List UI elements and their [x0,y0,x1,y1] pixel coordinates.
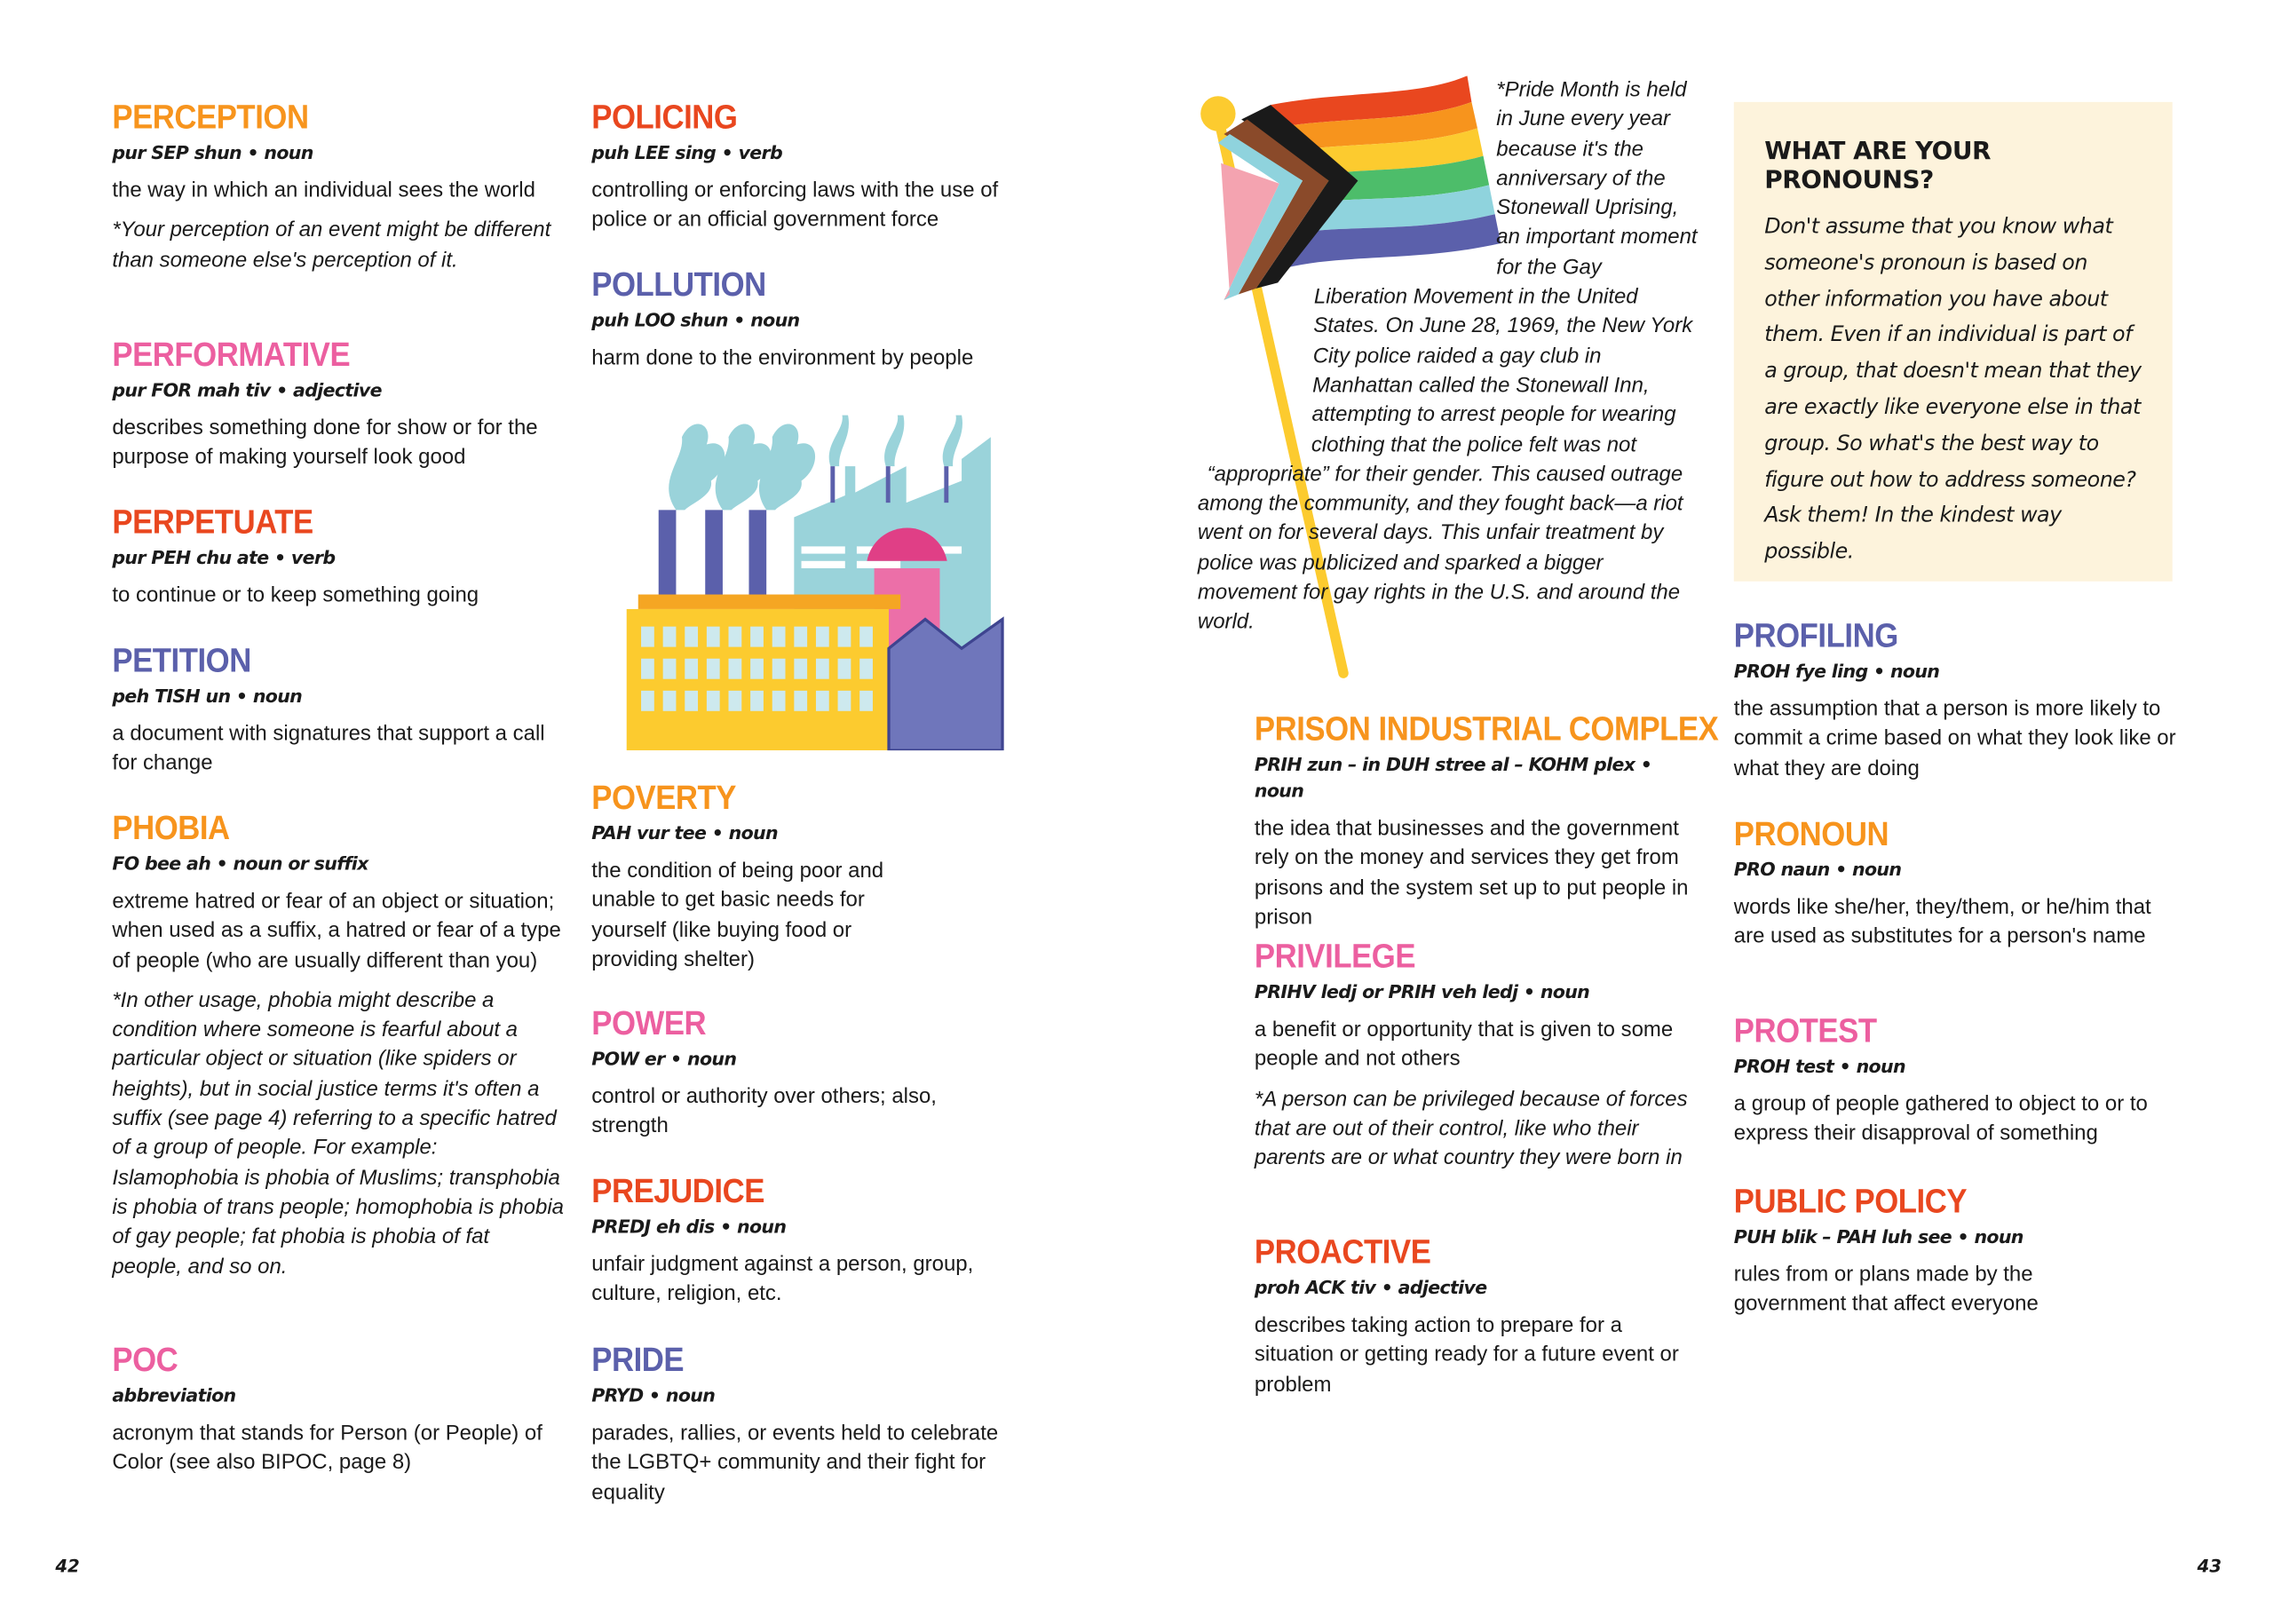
entry-term: PRIVILEGE [1254,937,1416,975]
entry-note: *In other usage, phobia might describe a condition where someone is fearful about a particular object or situation (like spiders or heights), but in social justice terms it's often a suffix (see page 4) referring to a specific hatred of a group of people. For example: Islamophobia is phobia of Muslims; transphobia is phobia of trans people; homophobia is phobia of gay people; fat phobia is phobia of fat people, and so on. [112,989,564,1279]
entry-petition [112,641,564,779]
entry-term: PRIDE [591,1340,685,1379]
entry-protest [1734,1011,2171,1149]
factory-window [663,659,677,679]
entry-term: POC [112,1340,178,1379]
entry-term: POWER [591,1003,707,1042]
pride-month-note [1198,75,1699,687]
entry-pronunciation: PRIH zun – in DUH stree al – KOHM plex • noun [1254,753,1652,802]
entry-definition: the idea that businesses and the government rely on the money and services they get from prisons and the system set up to put people in prison [1254,817,1689,930]
factory-window [772,691,786,711]
entry-public-policy [1734,1182,2084,1319]
entry-definition: extreme hatred or fear of an object or situation; when used as a suffix, a hatred or fear of a type of people (who are usually different than you) [112,890,561,973]
entry-performative [112,335,564,472]
entry-definition: words like she/her, they/them, or he/him that are used as substitutes for a person's name [1733,896,2151,949]
entry-term: PROACTIVE [1254,1232,1431,1271]
entry-definition: to continue or to keep something going [112,584,479,608]
entry-term: PHOBIA [112,808,230,847]
entry-pronunciation: FO bee ah • noun or suffix [112,852,368,875]
factory-window [816,659,829,679]
entry-pronunciation: pur PEH chu ate • verb [112,546,336,568]
factory-window [816,691,829,711]
page-number-left: 42 [55,1556,80,1577]
entry-poc [112,1341,564,1478]
entry-definition: a document with signatures that support a call for change [112,722,545,776]
factory-window [838,627,851,647]
factory-window [707,691,720,711]
entry-definition: rules from or plans made by the government that affect everyone [1733,1263,2039,1317]
entry-pronunciation: puh LOO shun • noun [591,308,800,331]
entry-pronoun [1734,814,2171,952]
entry-pollution [591,265,1028,374]
factory-window [707,659,720,679]
factory-window [838,691,851,711]
entry-power [591,1004,1028,1142]
entry-pride [591,1341,1028,1509]
pride-note-text: *Pride Month is held in June every year because it's the anniversary of the Stonewall Uprising, an important moment for the Gay Liberation Movement in the United States. On June 28, 1969, the New York City police raided a gay club in Manhattan called the Stonewall Inn, attempting to arrest people for wearing clothing that the police felt was not “appropriate” for their gender. This caused outrage among the community, and they fought back—a riot went on for several days. This unfair treatment by police was publicized and sparked a bigger movement for gay rights in the U.S. and around the world. [1197,78,1698,635]
entry-definition: describes something done for show or for the purpose of making yourself look good [112,416,538,470]
entry-proactive [1255,1232,1691,1400]
entry-poverty [591,778,1028,975]
entry-term: POVERTY [591,778,737,816]
entry-prejudice [591,1171,1028,1309]
entry-definition: control or authority over others; also, strength [591,1085,937,1139]
factory-window [838,659,851,679]
factory-window [750,691,764,711]
factory-illustration [627,408,1020,750]
entry-term: PETITION [112,641,251,679]
entry-pronunciation: pur FOR mah tiv • adjective [112,378,382,401]
entry-definition: parades, rallies, or events held to celebrate the LGBTQ+ community and their fight for equality [591,1422,999,1505]
entry-pronunciation: PRIHV ledj or PRIH veh ledj • noun [1254,980,1590,1003]
entry-pronunciation: PROH fye ling • noun [1733,660,1940,682]
entry-phobia [112,809,564,1282]
entry-prison-industrial-complex [1254,709,1719,932]
entry-definition: describes taking action to prepare for a situation or getting ready for a future event or problem [1254,1314,1679,1398]
factory-window [816,627,829,647]
entry-term: PROFILING [1733,616,1898,654]
factory-window [729,627,742,647]
factory-window [750,627,764,647]
entry-definition: unfair judgment against a person, group, culture, religion, etc. [591,1253,974,1306]
entry-term: PERCEPTION [112,97,309,136]
entry-definition: the way in which an individual sees the world [112,178,535,203]
factory-window [729,691,742,711]
entry-pronunciation: abbreviation [112,1383,236,1406]
entry-term: PUBLIC POLICY [1733,1181,1968,1220]
factory-window [859,691,873,711]
callout-title: WHAT ARE YOUR PRONOUNS? [1764,137,1992,195]
entry-pronunciation: PRYD • noun [591,1383,716,1406]
entry-pronunciation: POW er • noun [591,1047,737,1070]
entry-term: PRISON INDUSTRIAL COMPLEX [1254,709,1719,748]
factory-window [794,659,807,679]
entry-policing [591,98,1028,235]
entry-pronunciation: proh ACK tiv • adjective [1254,1276,1487,1299]
entry-pronunciation: PUH blik – PAH luh see • noun [1733,1225,2024,1248]
entry-term: PERPETUATE [112,503,313,541]
factory-window [663,691,677,711]
factory-window [641,627,654,647]
entry-pronunciation: PROH test • noun [1733,1055,1905,1077]
entry-pronunciation: puh LEE sing • verb [591,141,783,163]
entry-term: PREJUDICE [591,1171,764,1210]
entry-term: PROTEST [1733,1010,1877,1050]
entry-definition: a group of people gathered to object to or to express their disapproval of something [1733,1092,2148,1146]
factory-window [772,627,786,647]
callout-body: Don't assume that you know what someone's pronoun is based on other information you have about them. Even if an individual is part of a group, that doesn't mean that they are exactly like everyone else in that group. So what's the best way to figure out how to address someone? Ask them! In the kindest way possible. [1764,215,2142,565]
entry-pronunciation: pur SEP shun • noun [112,141,313,163]
factory-window [859,659,873,679]
entry-note: *Your perception of an event might be different than someone else's perception of it. [112,218,551,273]
entry-term: POLLUTION [591,265,766,304]
entry-term: POLICING [591,97,738,136]
factory-window [794,627,807,647]
entry-pronunciation: PREDJ eh dis • noun [591,1215,787,1238]
factory-window [641,659,654,679]
entry-definition: controlling or enforcing laws with the use of police or an official government force [591,178,999,233]
factory-window [707,627,720,647]
factory-window [750,659,764,679]
entry-term: PERFORMATIVE [112,335,351,374]
page-number-right: 43 [2197,1556,2222,1577]
entry-pronunciation: peh TISH un • noun [112,685,303,707]
entry-term: PRONOUN [1733,814,1889,852]
entry-definition: the assumption that a person is more likely to commit a crime based on what they look like or what they are doing [1733,698,2176,780]
entry-profiling [1734,616,2179,784]
entry-definition: acronym that stands for Person (or People) of Color (see also BIPOC, page 8) [112,1422,543,1476]
entry-definition: a benefit or opportunity that is given to some people and not others [1254,1018,1674,1072]
entry-pronunciation: PAH vur tee • noun [591,821,778,844]
pronouns-callout-box [1734,102,2173,582]
entry-privilege [1255,937,1691,1174]
factory-window [772,659,786,679]
factory-window [729,659,742,679]
entry-perception [112,98,564,275]
factory-window [663,627,677,647]
factory-window [685,627,698,647]
factory-window [685,659,698,679]
factory-window [641,691,654,711]
factory-window [685,691,698,711]
factory-window [859,627,873,647]
entry-perpetuate [112,503,564,611]
entry-pronunciation: PRO naun • noun [1733,858,1902,881]
entry-note: *A person can be privileged because of forces that are out of their control, like who their parents are or what country they were born in [1254,1088,1688,1171]
entry-definition: the condition of being poor and unable to get basic needs for yourself (like buying food or providing shelter) [591,860,884,972]
entry-definition: harm done to the environment by people [591,346,974,370]
factory-window [794,691,807,711]
